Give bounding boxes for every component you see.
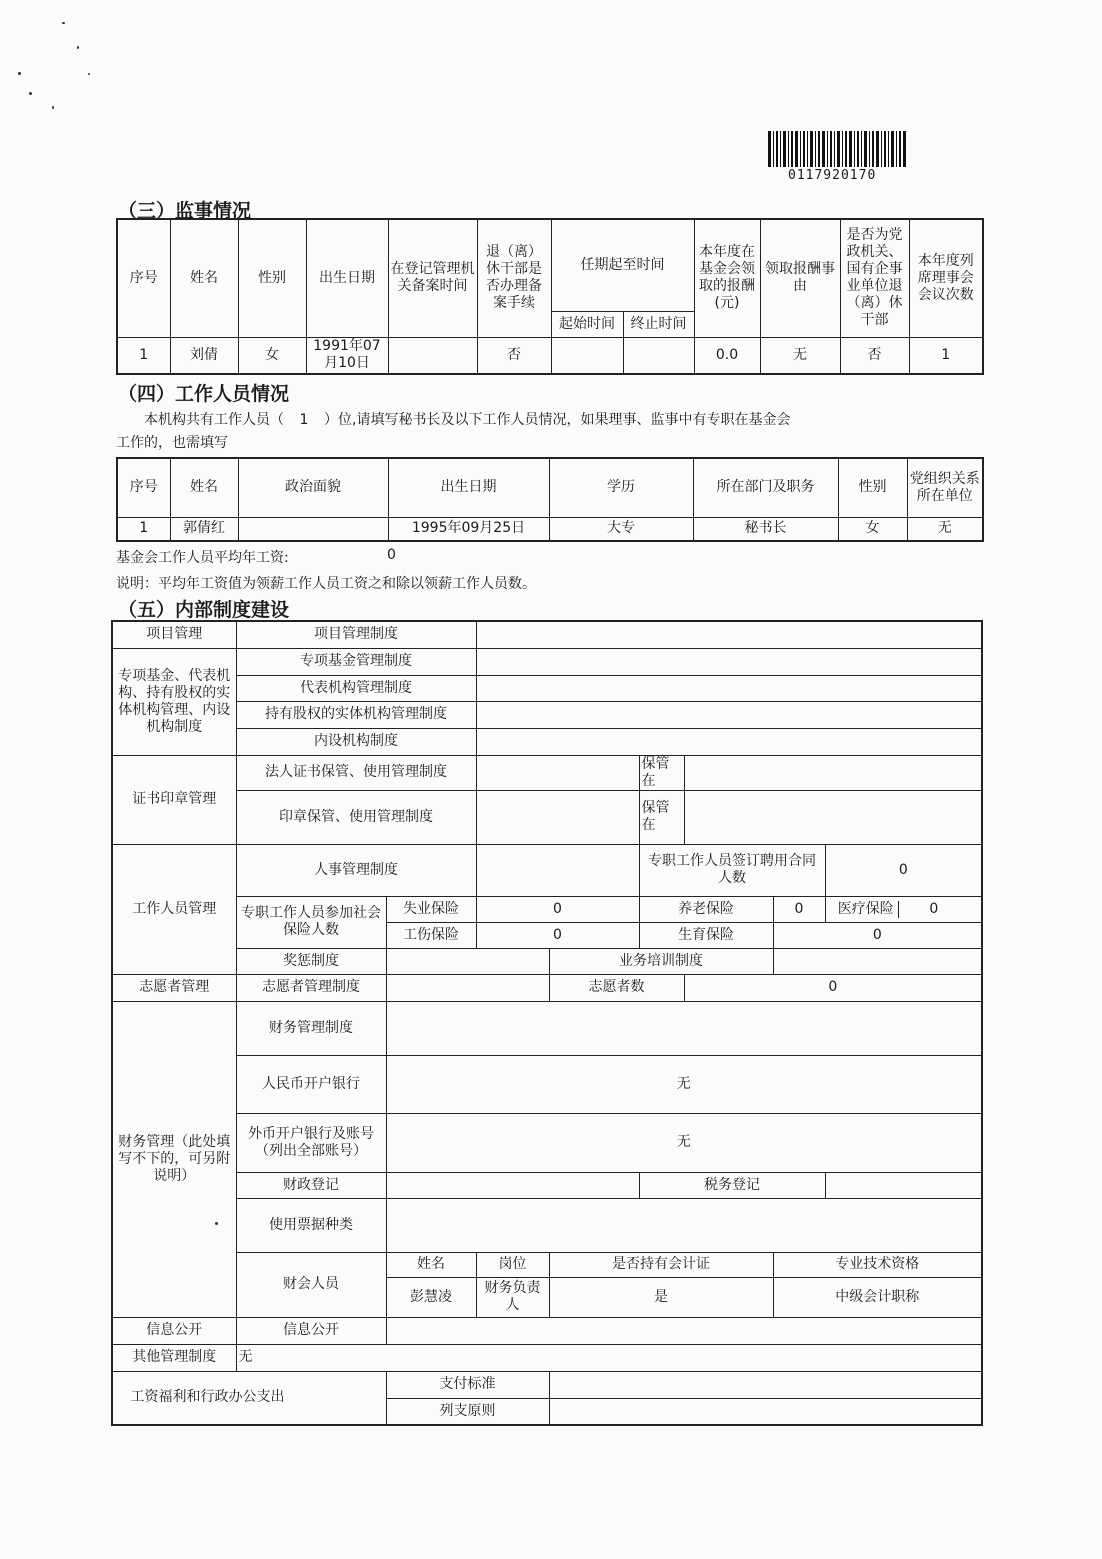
barcode (768, 131, 906, 167)
header-retired-filing: 退（离）休干部是否办理备案手续 (477, 219, 551, 337)
cell-gender: 女 (238, 337, 306, 374)
volunteer-count-value: 0 (684, 974, 982, 1001)
header-meetings: 本年度列席理事会会议次数 (909, 219, 983, 337)
acc-header-name: 姓名 (386, 1252, 476, 1277)
tax-reg-label: 税务登记 (639, 1172, 825, 1198)
cert-kept-label: 保管在 (639, 755, 684, 790)
pay-principle-value (549, 1398, 982, 1425)
acc-cell-cert: 是 (549, 1277, 773, 1317)
cell-party-org: 无 (907, 517, 983, 541)
cell-politics (238, 517, 388, 541)
staff-intro-b: ）位,请填写秘书长及以下工作人员情况，如果理事、监事中有专职在基金会 (324, 412, 791, 428)
header-pay: 本年度在基金会领取的报酬(元) (694, 219, 760, 337)
info-sys-value (386, 1317, 982, 1344)
fx-bank-value: 无 (386, 1113, 982, 1172)
internal-systems-table (111, 620, 983, 1426)
supervisor-table (116, 218, 984, 375)
reward-sys-value (386, 948, 549, 974)
avg-salary-value: 0 (387, 547, 396, 563)
injury-value: 0 (476, 922, 639, 948)
staff-intro-line1 (144, 409, 790, 429)
info-sys-label: 信息公开 (236, 1317, 386, 1344)
acc-cell-qual: 中级会计职称 (773, 1277, 982, 1317)
header-start: 起始时间 (551, 311, 623, 337)
header-seq: 序号 (117, 458, 170, 517)
fiscal-reg-value (386, 1172, 639, 1198)
info-group-label: 信息公开 (112, 1317, 236, 1344)
pay-standard-value (549, 1371, 982, 1398)
volunteer-sys-label: 志愿者管理制度 (236, 974, 386, 1001)
avg-salary-label: 基金会工作人员平均年工资: (116, 550, 289, 566)
staff-intro-a: 本机构共有工作人员（ (144, 412, 284, 428)
header-birth: 出生日期 (388, 458, 549, 517)
rep-org-sys-value (476, 675, 982, 701)
contract-label: 专职工作人员签订聘用合同人数 (639, 844, 825, 896)
special-fund-sys-value (476, 648, 982, 675)
seal-kept-label: 保管在 (639, 790, 684, 844)
cell-name: 郭倩红 (170, 517, 238, 541)
pay-principle-label: 列支原则 (386, 1398, 549, 1425)
bill-types-label: 使用票据种类 (236, 1198, 386, 1252)
barcode-number: 0117920170 (788, 168, 877, 183)
header-pay-reason: 领取报酬事由 (760, 219, 840, 337)
hr-sys-label: 人事管理制度 (236, 844, 476, 896)
cell-pay: 0.0 (694, 337, 760, 374)
volunteer-count-label: 志愿者数 (549, 974, 684, 1001)
maternity-label: 生育保险 (639, 922, 773, 948)
acc-header-cert: 是否持有会计证 (549, 1252, 773, 1277)
training-sys-value (773, 948, 982, 974)
header-gender: 性别 (238, 219, 306, 337)
maternity-value: 0 (773, 922, 982, 948)
cell-pay-reason: 无 (760, 337, 840, 374)
internal-sys-label: 内设机构制度 (236, 728, 476, 755)
cell-gender: 女 (838, 517, 907, 541)
finance-group-label: 财务管理（此处填写不下的，可另附说明） (112, 1001, 236, 1317)
cell-birth: 1995年09月25日 (388, 517, 549, 541)
acc-cell-post: 财务负责人 (476, 1277, 549, 1317)
equity-sys-label: 持有股权的实体机构管理制度 (236, 701, 476, 728)
bill-types-value (386, 1198, 982, 1252)
header-term: 任期起至时间 (551, 219, 694, 311)
rep-org-sys-label: 代表机构管理制度 (236, 675, 476, 701)
other-value: 无 (236, 1344, 982, 1371)
salary-group-text: 工资福利和行政办公支出 (130, 1389, 285, 1406)
cert-sys-label: 法人证书保管、使用管理制度 (236, 755, 476, 790)
rmb-bank-label: 人民币开户银行 (236, 1055, 386, 1113)
accountants-label: 财会人员 (236, 1252, 386, 1317)
salary-group-label (112, 1371, 386, 1425)
section3-title: （三）监事情况 (118, 200, 252, 222)
volunteer-sys-value (386, 974, 549, 1001)
cell-meetings: 1 (909, 337, 983, 374)
cell-seq: 1 (117, 337, 170, 374)
header-name: 姓名 (170, 219, 238, 337)
project-sys-label: 项目管理制度 (236, 621, 476, 648)
equity-sys-value (476, 701, 982, 728)
acc-cell-name: 彭慧凌 (386, 1277, 476, 1317)
header-politics: 政治面貌 (238, 458, 388, 517)
cell-filing-time (388, 337, 477, 374)
project-sys-value (476, 621, 982, 648)
injury-label: 工伤保险 (386, 922, 476, 948)
table-row (117, 517, 983, 541)
hr-sys-value (476, 844, 639, 896)
staff-group-label: 工作人员管理 (112, 844, 236, 974)
avg-salary-explain: 说明：平均年工资值为领薪工作人员工资之和除以领薪工作人员数。 (116, 576, 536, 592)
header-birth: 出生日期 (306, 219, 388, 337)
project-mgmt-label: 项目管理 (112, 621, 236, 648)
tax-reg-value (825, 1172, 982, 1198)
pay-standard-label: 支付标准 (386, 1371, 549, 1398)
cell-seq: 1 (117, 517, 170, 541)
staff-count: 1 (299, 412, 309, 428)
header-education: 学历 (549, 458, 693, 517)
cell-end (623, 337, 694, 374)
rmb-bank-value: 无 (386, 1055, 982, 1113)
reward-sys-label: 奖惩制度 (236, 948, 386, 974)
unemployment-value: 0 (476, 896, 639, 922)
finance-sys-label: 财务管理制度 (236, 1001, 386, 1055)
finance-sys-value (386, 1001, 982, 1055)
seal-kept-value (684, 790, 982, 844)
section5-title: （五）内部制度建设 (118, 599, 290, 621)
header-filing-time: 在登记管理机关备案时间 (388, 219, 477, 337)
internal-sys-value (476, 728, 982, 755)
fx-bank-label: 外币开户银行及账号（列出全部账号） (236, 1113, 386, 1172)
table-row (117, 337, 983, 374)
header-gender: 性别 (838, 458, 907, 517)
staff-intro-line2: 工作的，也需填写 (116, 435, 228, 451)
cert-kept-value (684, 755, 982, 790)
fiscal-reg-label: 财政登记 (236, 1172, 386, 1198)
cell-name: 刘倩 (170, 337, 238, 374)
cell-retired: 否 (477, 337, 551, 374)
cert-sys-value (476, 755, 639, 790)
special-fund-sys-label: 专项基金管理制度 (236, 648, 476, 675)
header-end: 终止时间 (623, 311, 694, 337)
training-sys-label: 业务培训制度 (549, 948, 773, 974)
medical-label: 医疗保险 (838, 901, 899, 918)
medical-value: 0 (929, 900, 939, 917)
insured-label: 专职工作人员参加社会保险人数 (236, 896, 386, 948)
medical-cell (825, 896, 982, 922)
cell-education: 大专 (549, 517, 693, 541)
pension-label: 养老保险 (639, 896, 773, 922)
acc-header-post: 岗位 (476, 1252, 549, 1277)
unemployment-label: 失业保险 (386, 896, 476, 922)
section4-title: （四）工作人员情况 (118, 383, 290, 405)
seal-sys-label: 印章保管、使用管理制度 (236, 790, 476, 844)
acc-header-qual: 专业技术资格 (773, 1252, 982, 1277)
header-dept-post: 所在部门及职务 (693, 458, 838, 517)
cell-is-cadre: 否 (840, 337, 909, 374)
contract-value: 0 (825, 844, 982, 896)
volunteer-group-label: 志愿者管理 (112, 974, 236, 1001)
header-seq: 序号 (117, 219, 170, 337)
header-party-org: 党组织关系所在单位 (907, 458, 983, 517)
cert-group-label: 证书印章管理 (112, 755, 236, 844)
seal-sys-value (476, 790, 639, 844)
staff-table (116, 457, 984, 542)
header-is-retired-cadre: 是否为党政机关、国有企事业单位退（离）休干部 (840, 219, 909, 337)
cell-start (551, 337, 623, 374)
cell-dept-post: 秘书长 (693, 517, 838, 541)
other-group-label: 其他管理制度 (112, 1344, 236, 1371)
pension-value: 0 (773, 896, 825, 922)
header-name: 姓名 (170, 458, 238, 517)
cell-birth: 1991年07月10日 (306, 337, 388, 374)
special-group-label: 专项基金、代表机构、持有股权的实体机构管理、内设机构制度 (112, 648, 236, 755)
